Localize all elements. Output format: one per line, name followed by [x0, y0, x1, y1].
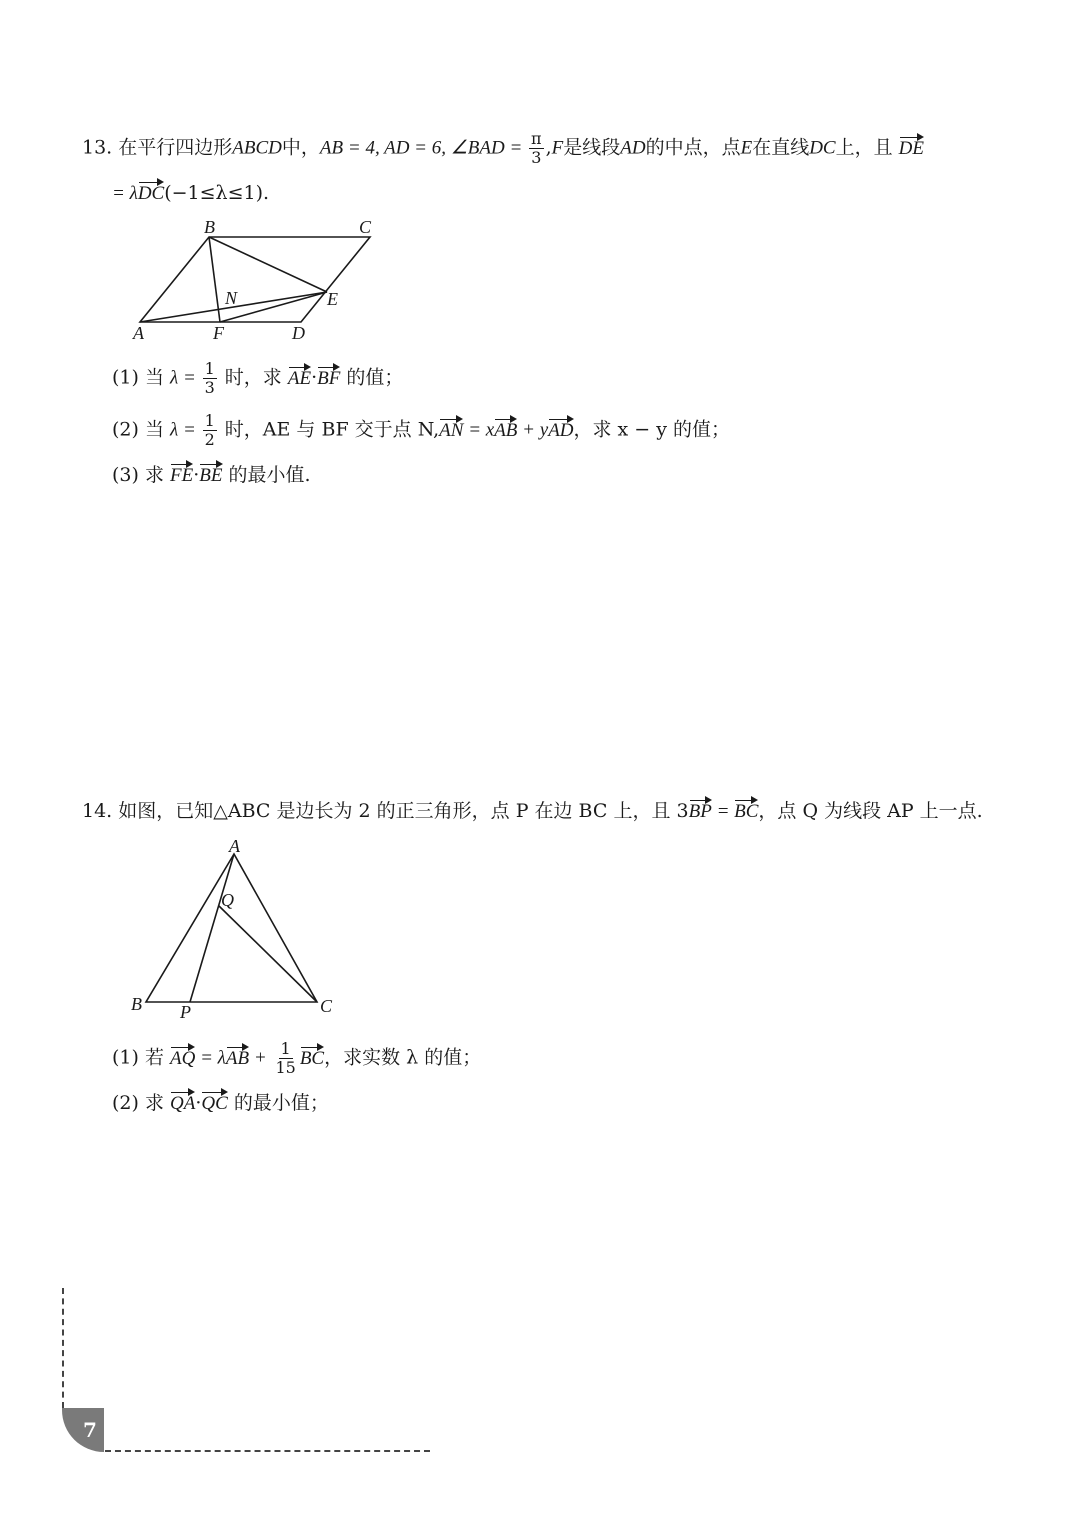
q13-p3-dot: ·: [193, 464, 200, 486]
q13-part3: [112, 462, 311, 489]
label-d: D: [292, 323, 305, 343]
vec-ae: AE: [288, 366, 311, 392]
q14-part2: [112, 1090, 329, 1117]
q13-p2-fraction: $\frac{1}{2}$: [204, 411, 215, 449]
q13-stem-f: 上，且: [835, 136, 893, 159]
vec-bc: BC: [734, 799, 758, 825]
q13-stem-line2: [112, 180, 269, 207]
segment-ap: [190, 854, 234, 1002]
dashed-border-vertical: [62, 1288, 64, 1408]
q13-stem-e: 在直线: [752, 136, 810, 159]
dashed-border-horizontal: [105, 1450, 430, 1452]
vec-ab: AB: [494, 418, 517, 444]
q13-var-f: F: [551, 137, 564, 159]
page-number-tab: [62, 1408, 104, 1452]
q13-lambda-rel: = λ: [112, 183, 138, 204]
q13-p3-label: (3) 求: [112, 464, 164, 486]
q14-p2-label: (2) 求: [112, 1092, 164, 1114]
q13-abcd: ABCD: [232, 137, 282, 159]
label-b2: B: [131, 994, 142, 1014]
q13-p2-plus: + y: [517, 419, 549, 441]
q13-p1-fraction: $\frac{1}{3}$: [204, 359, 215, 397]
segment-qc: [219, 906, 317, 1002]
q13-p1-lambda: λ =: [170, 367, 201, 389]
vec-de: DE: [899, 136, 924, 162]
vec-bp: BP: [689, 799, 712, 825]
q14-p2-dot: ·: [195, 1092, 202, 1114]
q14-p1-label: (1) 若: [112, 1046, 164, 1069]
vec-ad: AD: [548, 418, 573, 444]
q14-stem-end: ，点 Q 为线段 AP 上一点.: [758, 800, 983, 822]
triangle-abc: [146, 854, 317, 1002]
q13-p1-label: (1) 当: [112, 366, 164, 389]
label-f: F: [213, 323, 224, 343]
vec-ab-2: AB: [226, 1046, 249, 1072]
q13-stem-line1: 13. 在平行四边形ABCD中，AB = 4, AD = 6, ∠BAD = $\frac{\pi}{3}$ ,F是线段AD的中点，点E在直线DC上，且 DE: [82, 129, 924, 167]
label-c: C: [359, 217, 372, 237]
parallelogram-abcd: [140, 237, 370, 322]
vec-aq: AQ: [170, 1046, 195, 1072]
q13-p2-mid: 时，AE 与 BF 交于点 N,: [218, 418, 440, 441]
q13-lambda-range: (−1≤λ≤1).: [164, 182, 270, 204]
q13-p2-lambda: λ =: [170, 419, 201, 441]
q14-eq: =: [711, 801, 735, 822]
q13-var-ad: AD: [620, 137, 646, 159]
label-c2: C: [320, 996, 333, 1016]
q14-p1-eq: = λ: [195, 1047, 226, 1069]
q14-stem-text: 如图，已知△ABC 是边长为 2 的正三角形，点 P 在边 BC 上，且 3: [118, 800, 689, 822]
vec-an: AN: [439, 418, 463, 444]
q14-p1-fraction: $\frac{1}{15}$: [275, 1039, 296, 1077]
q13-stem-a: 在平行四边形: [118, 136, 233, 159]
segment-be: [209, 237, 327, 292]
vec-bf: BF: [317, 366, 340, 392]
label-b: B: [204, 217, 215, 237]
label-q: Q: [221, 890, 234, 910]
q14-number: 14.: [82, 800, 113, 822]
q13-pi-over-3: $\frac{\pi}{3}$: [531, 129, 542, 167]
q14-p1-end: ，求实数 λ 的值；: [324, 1046, 482, 1069]
label-a2: A: [229, 836, 240, 856]
q13-stem-b: 中，: [281, 136, 320, 159]
vec-qc: QC: [201, 1091, 227, 1117]
q13-p1-dot: ·: [311, 366, 318, 389]
q13-p1-mid: 时，求: [218, 366, 282, 389]
q13-p1-end: 的值；: [346, 366, 404, 389]
q13-part1: [112, 360, 403, 397]
label-n: N: [225, 288, 238, 308]
q14-p2-end: 的最小值；: [233, 1092, 329, 1114]
q13-p2-label: (2) 当: [112, 418, 164, 441]
q13-var-e: E: [740, 137, 753, 159]
label-p: P: [180, 1002, 191, 1022]
vec-be: BE: [199, 463, 222, 489]
q13-stem-c: 是线段: [563, 136, 621, 159]
q14-p1-plus: +: [249, 1047, 272, 1069]
q14-stem: [82, 798, 983, 825]
label-e: E: [327, 289, 338, 309]
q13-part2: [112, 412, 730, 449]
vec-dc: DC: [138, 181, 164, 207]
q13-p2-eq: = x: [463, 419, 495, 441]
q13-number: 13.: [82, 136, 113, 159]
q13-p2-end: ，求 x − y 的值；: [573, 418, 731, 441]
q13-stem-d: 的中点，点: [645, 136, 741, 159]
vec-bc-2: BC: [300, 1046, 324, 1072]
vec-fe: FE: [170, 463, 193, 489]
q14-triangle-figure: [125, 832, 350, 1022]
q13-p3-end: 的最小值.: [228, 464, 311, 486]
q13-parallelogram-figure: [128, 215, 398, 345]
q13-var-dc: DC: [809, 137, 836, 159]
label-a: A: [133, 323, 144, 343]
q14-part1: [112, 1040, 481, 1077]
page-number: 7: [83, 1418, 97, 1442]
q13-conditions: AB = 4, AD = 6, ∠BAD =: [319, 137, 528, 159]
vec-qa: QA: [170, 1091, 195, 1117]
